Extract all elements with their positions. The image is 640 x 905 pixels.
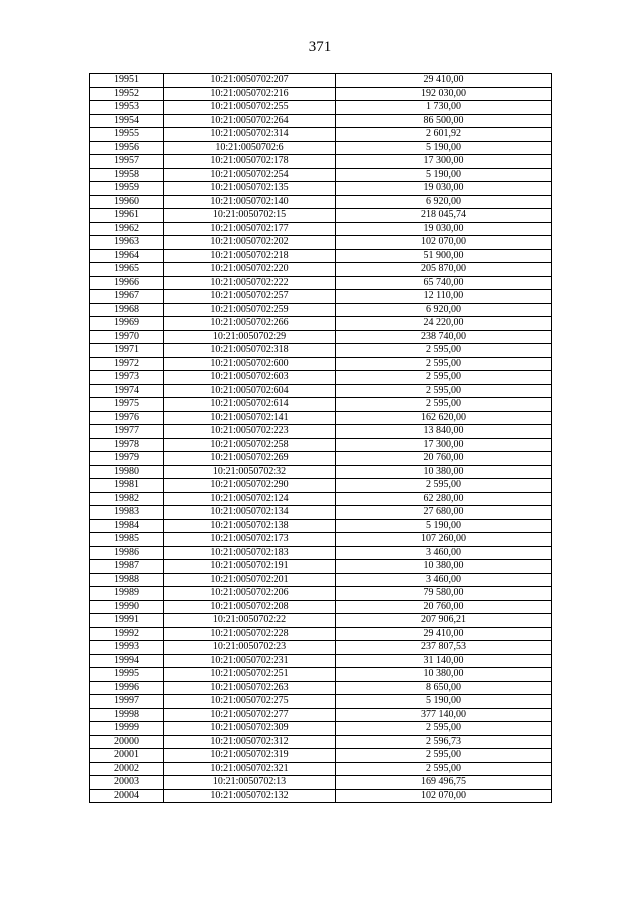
table-row	[90, 533, 552, 547]
cadastral-value-cell: 20 760,00	[336, 452, 552, 466]
row-number-cell: 20003	[90, 776, 164, 790]
row-number-cell: 19961	[90, 209, 164, 223]
table-row	[90, 87, 552, 101]
cadastral-number-cell: 10:21:0050702:604	[164, 384, 336, 398]
cadastral-value-cell: 10 380,00	[336, 668, 552, 682]
row-number-cell: 20004	[90, 789, 164, 803]
row-number-cell: 19969	[90, 317, 164, 331]
table-row	[90, 276, 552, 290]
table-row	[90, 587, 552, 601]
registry-table	[89, 73, 552, 803]
row-number-cell: 19957	[90, 155, 164, 169]
cadastral-number-cell: 10:21:0050702:266	[164, 317, 336, 331]
row-number-cell: 19989	[90, 587, 164, 601]
table-row	[90, 600, 552, 614]
cadastral-value-cell: 5 190,00	[336, 168, 552, 182]
table-row	[90, 492, 552, 506]
row-number-cell: 19953	[90, 101, 164, 115]
row-number-cell: 19985	[90, 533, 164, 547]
cadastral-number-cell: 10:21:0050702:206	[164, 587, 336, 601]
table-row	[90, 695, 552, 709]
row-number-cell: 19983	[90, 506, 164, 520]
cadastral-value-cell: 102 070,00	[336, 789, 552, 803]
table-row	[90, 519, 552, 533]
cadastral-value-cell: 13 840,00	[336, 425, 552, 439]
cadastral-number-cell: 10:21:0050702:251	[164, 668, 336, 682]
row-number-cell: 19993	[90, 641, 164, 655]
cadastral-value-cell: 17 300,00	[336, 438, 552, 452]
cadastral-value-cell: 29 410,00	[336, 627, 552, 641]
table-row	[90, 114, 552, 128]
table-row	[90, 749, 552, 763]
row-number-cell: 19952	[90, 87, 164, 101]
row-number-cell: 19959	[90, 182, 164, 196]
cadastral-value-cell: 107 260,00	[336, 533, 552, 547]
cadastral-value-cell: 19 030,00	[336, 182, 552, 196]
cadastral-number-cell: 10:21:0050702:255	[164, 101, 336, 115]
table-row	[90, 209, 552, 223]
cadastral-number-cell: 10:21:0050702:220	[164, 263, 336, 277]
cadastral-value-cell: 237 807,53	[336, 641, 552, 655]
cadastral-value-cell: 10 380,00	[336, 465, 552, 479]
cadastral-number-cell: 10:21:0050702:275	[164, 695, 336, 709]
cadastral-number-cell: 10:21:0050702:32	[164, 465, 336, 479]
table-row	[90, 74, 552, 88]
table-row	[90, 411, 552, 425]
cadastral-value-cell: 3 460,00	[336, 546, 552, 560]
cadastral-number-cell: 10:21:0050702:600	[164, 357, 336, 371]
cadastral-number-cell: 10:21:0050702:321	[164, 762, 336, 776]
table-row	[90, 168, 552, 182]
row-number-cell: 19974	[90, 384, 164, 398]
table-row	[90, 141, 552, 155]
row-number-cell: 19994	[90, 654, 164, 668]
table-row	[90, 357, 552, 371]
cadastral-value-cell: 162 620,00	[336, 411, 552, 425]
page-number: 371	[308, 39, 332, 55]
cadastral-value-cell: 2 595,00	[336, 344, 552, 358]
table-row	[90, 384, 552, 398]
table-row	[90, 573, 552, 587]
cadastral-number-cell: 10:21:0050702:223	[164, 425, 336, 439]
row-number-cell: 19999	[90, 722, 164, 736]
table-row	[90, 735, 552, 749]
cadastral-number-cell: 10:21:0050702:23	[164, 641, 336, 655]
table-row	[90, 654, 552, 668]
cadastral-number-cell: 10:21:0050702:222	[164, 276, 336, 290]
cadastral-value-cell: 2 596,73	[336, 735, 552, 749]
cadastral-number-cell: 10:21:0050702:173	[164, 533, 336, 547]
row-number-cell: 19987	[90, 560, 164, 574]
cadastral-value-cell: 5 190,00	[336, 695, 552, 709]
row-number-cell: 19962	[90, 222, 164, 236]
table-row	[90, 398, 552, 412]
row-number-cell: 19986	[90, 546, 164, 560]
row-number-cell: 19963	[90, 236, 164, 250]
row-number-cell: 19964	[90, 249, 164, 263]
row-number-cell: 19977	[90, 425, 164, 439]
cadastral-number-cell: 10:21:0050702:319	[164, 749, 336, 763]
cadastral-number-cell: 10:21:0050702:257	[164, 290, 336, 304]
cadastral-value-cell: 79 580,00	[336, 587, 552, 601]
cadastral-number-cell: 10:21:0050702:191	[164, 560, 336, 574]
table-row	[90, 614, 552, 628]
cadastral-number-cell: 10:21:0050702:6	[164, 141, 336, 155]
row-number-cell: 19973	[90, 371, 164, 385]
cadastral-value-cell: 2 595,00	[336, 762, 552, 776]
cadastral-number-cell: 10:21:0050702:277	[164, 708, 336, 722]
cadastral-value-cell: 169 496,75	[336, 776, 552, 790]
registry-table-body	[90, 74, 552, 803]
row-number-cell: 19981	[90, 479, 164, 493]
cadastral-value-cell: 12 110,00	[336, 290, 552, 304]
table-row	[90, 465, 552, 479]
cadastral-number-cell: 10:21:0050702:254	[164, 168, 336, 182]
cadastral-number-cell: 10:21:0050702:177	[164, 222, 336, 236]
cadastral-value-cell: 29 410,00	[336, 74, 552, 88]
cadastral-number-cell: 10:21:0050702:231	[164, 654, 336, 668]
cadastral-value-cell: 3 460,00	[336, 573, 552, 587]
cadastral-number-cell: 10:21:0050702:614	[164, 398, 336, 412]
cadastral-number-cell: 10:21:0050702:134	[164, 506, 336, 520]
cadastral-number-cell: 10:21:0050702:208	[164, 600, 336, 614]
cadastral-number-cell: 10:21:0050702:258	[164, 438, 336, 452]
table-row	[90, 263, 552, 277]
cadastral-value-cell: 2 595,00	[336, 722, 552, 736]
cadastral-value-cell: 51 900,00	[336, 249, 552, 263]
cadastral-value-cell: 24 220,00	[336, 317, 552, 331]
cadastral-number-cell: 10:21:0050702:207	[164, 74, 336, 88]
cadastral-number-cell: 10:21:0050702:318	[164, 344, 336, 358]
cadastral-number-cell: 10:21:0050702:228	[164, 627, 336, 641]
table-row	[90, 708, 552, 722]
cadastral-value-cell: 205 870,00	[336, 263, 552, 277]
cadastral-value-cell: 2 595,00	[336, 384, 552, 398]
cadastral-number-cell: 10:21:0050702:202	[164, 236, 336, 250]
table-row	[90, 371, 552, 385]
cadastral-number-cell: 10:21:0050702:29	[164, 330, 336, 344]
cadastral-number-cell: 10:21:0050702:603	[164, 371, 336, 385]
table-row	[90, 546, 552, 560]
cadastral-number-cell: 10:21:0050702:263	[164, 681, 336, 695]
table-row	[90, 249, 552, 263]
cadastral-value-cell: 27 680,00	[336, 506, 552, 520]
table-row	[90, 560, 552, 574]
cadastral-value-cell: 65 740,00	[336, 276, 552, 290]
cadastral-number-cell: 10:21:0050702:13	[164, 776, 336, 790]
table-row	[90, 317, 552, 331]
cadastral-number-cell: 10:21:0050702:309	[164, 722, 336, 736]
cadastral-value-cell: 17 300,00	[336, 155, 552, 169]
row-number-cell: 19951	[90, 74, 164, 88]
cadastral-value-cell: 6 920,00	[336, 195, 552, 209]
row-number-cell: 19984	[90, 519, 164, 533]
cadastral-number-cell: 10:21:0050702:132	[164, 789, 336, 803]
cadastral-value-cell: 2 595,00	[336, 398, 552, 412]
cadastral-value-cell: 102 070,00	[336, 236, 552, 250]
table-row	[90, 128, 552, 142]
table-row	[90, 627, 552, 641]
cadastral-number-cell: 10:21:0050702:178	[164, 155, 336, 169]
row-number-cell: 19968	[90, 303, 164, 317]
cadastral-number-cell: 10:21:0050702:201	[164, 573, 336, 587]
cadastral-number-cell: 10:21:0050702:15	[164, 209, 336, 223]
row-number-cell: 19960	[90, 195, 164, 209]
cadastral-number-cell: 10:21:0050702:22	[164, 614, 336, 628]
table-row	[90, 195, 552, 209]
cadastral-value-cell: 5 190,00	[336, 519, 552, 533]
row-number-cell: 19965	[90, 263, 164, 277]
row-number-cell: 19971	[90, 344, 164, 358]
cadastral-value-cell: 2 595,00	[336, 357, 552, 371]
row-number-cell: 19976	[90, 411, 164, 425]
cadastral-number-cell: 10:21:0050702:140	[164, 195, 336, 209]
table-row	[90, 452, 552, 466]
row-number-cell: 20000	[90, 735, 164, 749]
cadastral-number-cell: 10:21:0050702:269	[164, 452, 336, 466]
table-row	[90, 681, 552, 695]
cadastral-value-cell: 2 601,92	[336, 128, 552, 142]
row-number-cell: 19967	[90, 290, 164, 304]
row-number-cell: 19982	[90, 492, 164, 506]
row-number-cell: 19978	[90, 438, 164, 452]
cadastral-value-cell: 207 906,21	[336, 614, 552, 628]
table-row	[90, 479, 552, 493]
cadastral-number-cell: 10:21:0050702:259	[164, 303, 336, 317]
table-row	[90, 330, 552, 344]
row-number-cell: 19997	[90, 695, 164, 709]
cadastral-number-cell: 10:21:0050702:218	[164, 249, 336, 263]
cadastral-value-cell: 2 595,00	[336, 371, 552, 385]
table-row	[90, 236, 552, 250]
row-number-cell: 19958	[90, 168, 164, 182]
cadastral-number-cell: 10:21:0050702:124	[164, 492, 336, 506]
cadastral-number-cell: 10:21:0050702:312	[164, 735, 336, 749]
row-number-cell: 20001	[90, 749, 164, 763]
row-number-cell: 19991	[90, 614, 164, 628]
table-row	[90, 506, 552, 520]
table-row	[90, 762, 552, 776]
cadastral-number-cell: 10:21:0050702:216	[164, 87, 336, 101]
row-number-cell: 19979	[90, 452, 164, 466]
cadastral-number-cell: 10:21:0050702:141	[164, 411, 336, 425]
cadastral-number-cell: 10:21:0050702:264	[164, 114, 336, 128]
cadastral-number-cell: 10:21:0050702:138	[164, 519, 336, 533]
row-number-cell: 19995	[90, 668, 164, 682]
row-number-cell: 19988	[90, 573, 164, 587]
cadastral-number-cell: 10:21:0050702:290	[164, 479, 336, 493]
row-number-cell: 19990	[90, 600, 164, 614]
table-row	[90, 155, 552, 169]
cadastral-number-cell: 10:21:0050702:314	[164, 128, 336, 142]
cadastral-value-cell: 86 500,00	[336, 114, 552, 128]
row-number-cell: 19975	[90, 398, 164, 412]
row-number-cell: 19970	[90, 330, 164, 344]
table-row	[90, 641, 552, 655]
row-number-cell: 20002	[90, 762, 164, 776]
table-row	[90, 344, 552, 358]
cadastral-value-cell: 218 045,74	[336, 209, 552, 223]
cadastral-value-cell: 5 190,00	[336, 141, 552, 155]
row-number-cell: 19955	[90, 128, 164, 142]
table-row	[90, 425, 552, 439]
cadastral-value-cell: 2 595,00	[336, 479, 552, 493]
row-number-cell: 19992	[90, 627, 164, 641]
table-row	[90, 789, 552, 803]
cadastral-value-cell: 1 730,00	[336, 101, 552, 115]
cadastral-number-cell: 10:21:0050702:183	[164, 546, 336, 560]
row-number-cell: 19996	[90, 681, 164, 695]
cadastral-number-cell: 10:21:0050702:135	[164, 182, 336, 196]
cadastral-value-cell: 377 140,00	[336, 708, 552, 722]
row-number-cell: 19956	[90, 141, 164, 155]
cadastral-value-cell: 20 760,00	[336, 600, 552, 614]
table-row	[90, 222, 552, 236]
cadastral-value-cell: 31 140,00	[336, 654, 552, 668]
cadastral-value-cell: 6 920,00	[336, 303, 552, 317]
table-row	[90, 776, 552, 790]
cadastral-value-cell: 192 030,00	[336, 87, 552, 101]
table-row	[90, 722, 552, 736]
table-row	[90, 303, 552, 317]
row-number-cell: 19966	[90, 276, 164, 290]
table-row	[90, 101, 552, 115]
row-number-cell: 19972	[90, 357, 164, 371]
row-number-cell: 19980	[90, 465, 164, 479]
row-number-cell: 19998	[90, 708, 164, 722]
cadastral-value-cell: 19 030,00	[336, 222, 552, 236]
cadastral-value-cell: 62 280,00	[336, 492, 552, 506]
table-row	[90, 182, 552, 196]
cadastral-value-cell: 8 650,00	[336, 681, 552, 695]
table-row	[90, 668, 552, 682]
cadastral-value-cell: 238 740,00	[336, 330, 552, 344]
cadastral-value-cell: 2 595,00	[336, 749, 552, 763]
table-row	[90, 290, 552, 304]
table-row	[90, 438, 552, 452]
row-number-cell: 19954	[90, 114, 164, 128]
cadastral-value-cell: 10 380,00	[336, 560, 552, 574]
